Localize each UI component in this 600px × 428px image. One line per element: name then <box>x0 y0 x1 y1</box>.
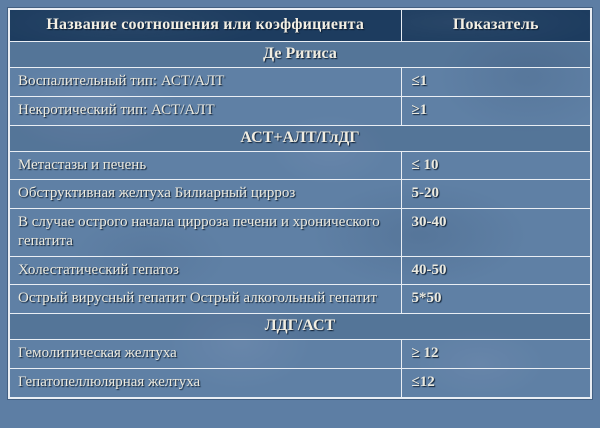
row-value-cell: 5-20 <box>401 180 591 209</box>
table-row <box>9 151 591 180</box>
row-value-cell: 5*50 <box>401 285 591 314</box>
table-row <box>9 96 591 125</box>
row-value-cell: ≥ 12 <box>401 340 591 369</box>
header-row <box>9 9 591 42</box>
section-title: Де Ритиса <box>9 42 591 68</box>
table-body <box>9 42 591 398</box>
table-row <box>9 68 591 97</box>
row-name-cell: Острый вирусный гепатит Острый алкогольный гепатит <box>9 285 401 314</box>
row-name-cell: Воспалительный тип: АСТ/АЛТ <box>9 68 401 97</box>
row-name-cell: Гемолитическая желтуха <box>9 340 401 369</box>
row-name-cell: Метастазы и печень <box>9 151 401 180</box>
row-name-cell: Обструктивная желтуха Билиарный цирроз <box>9 180 401 209</box>
row-value-cell: ≤ 10 <box>401 151 591 180</box>
table-row <box>9 340 591 369</box>
table-row <box>9 209 591 257</box>
section-row <box>9 42 591 68</box>
table-row <box>9 368 591 397</box>
table-row <box>9 256 591 285</box>
row-name-cell: Гепатопеллюлярная желтуха <box>9 368 401 397</box>
table-header <box>9 9 591 42</box>
liver-ratios-table <box>8 8 592 399</box>
section-row <box>9 125 591 151</box>
table-row <box>9 285 591 314</box>
row-name-cell: Некротический тип: АСТ/АЛТ <box>9 96 401 125</box>
column-header-value: Показатель <box>401 9 591 42</box>
section-title: ЛДГ/АСТ <box>9 314 591 340</box>
row-value-cell: ≤12 <box>401 368 591 397</box>
row-value-cell: ≤1 <box>401 68 591 97</box>
row-value-cell: 40-50 <box>401 256 591 285</box>
row-name-cell: Холестатический гепатоз <box>9 256 401 285</box>
section-title: АСТ+АЛТ/ГлДГ <box>9 125 591 151</box>
row-value-cell: 30-40 <box>401 209 591 257</box>
column-header-name: Название соотношения или коэффициента <box>9 9 401 42</box>
section-row <box>9 314 591 340</box>
row-value-cell: ≥1 <box>401 96 591 125</box>
table-row <box>9 180 591 209</box>
row-name-cell: В случае острого начала цирроза печени и хронического гепатита <box>9 209 401 257</box>
